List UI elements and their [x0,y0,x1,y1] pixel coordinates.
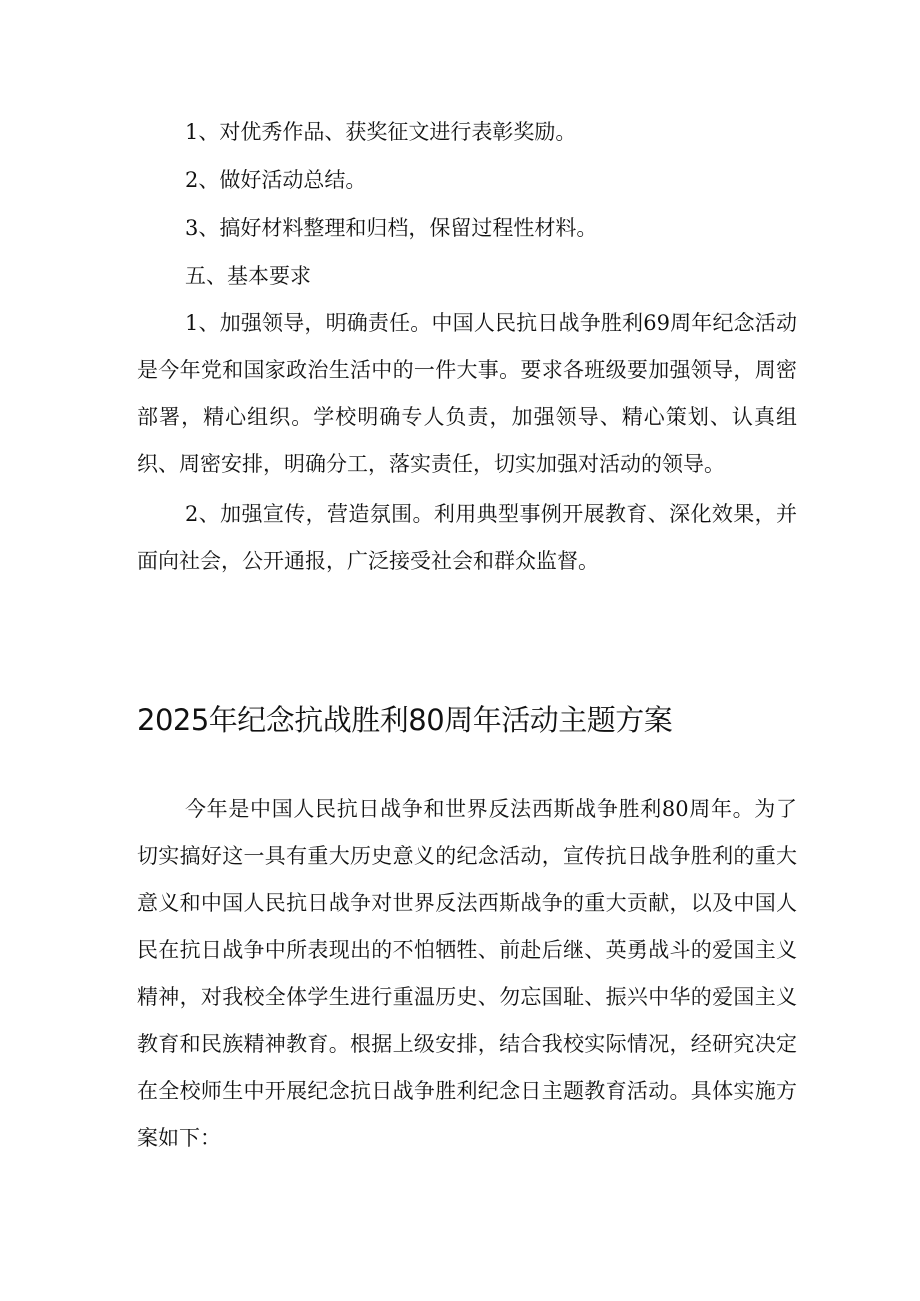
top-section [137,108,797,585]
intro-section [137,786,797,1162]
list-item: 3、搞好材料整理和归档，保留过程性材料。 [185,216,598,240]
section-heading: 五、基本要求 [185,264,311,288]
list-item: 1、对优秀作品、获奖征文进行表彰奖励。 [185,120,577,144]
requirement-paragraph: 1、加强领导，明确责任。中国人民抗日战争胜利69周年纪念活动是今年党和国家政治生活中的一件大事。要求各班级要加强领导，周密部署，精心组织。学校明确专人负责，加强领导、精心策划、认真组织、周密安排，明确分工，落实责任，切实加强对活动的领导。 [137,311,797,476]
intro-paragraph: 今年是中国人民抗日战争和世界反法西斯战争胜利80周年。为了切实搞好这一具有重大历史意义的纪念活动，宣传抗日战争胜利的重大意义和中国人民抗日战争对世界反法西斯战争的重大贡献，以及中国人民在抗日战争中所表现出的不怕牺牲、前赴后继、英勇战斗的爱国主义精神，对我校全体学生进行重温历史、勿忘国耻、振兴中华的爱国主义教育和民族精神教育。根据上级安排，结合我校实际情况，经研究决定在全校师生中开展纪念抗日战争胜利纪念日主题教育活动。具体实施方案如下： [137,797,797,1150]
list-item: 2、做好活动总结。 [185,168,367,192]
document-title: 2025年纪念抗战胜利80周年活动主题方案 [137,703,673,737]
requirement-paragraph: 2、加强宣传，营造氛围。利用典型事例开展教育、深化效果，并面向社会，公开通报，广泛接受社会和群众监督。 [137,502,797,573]
